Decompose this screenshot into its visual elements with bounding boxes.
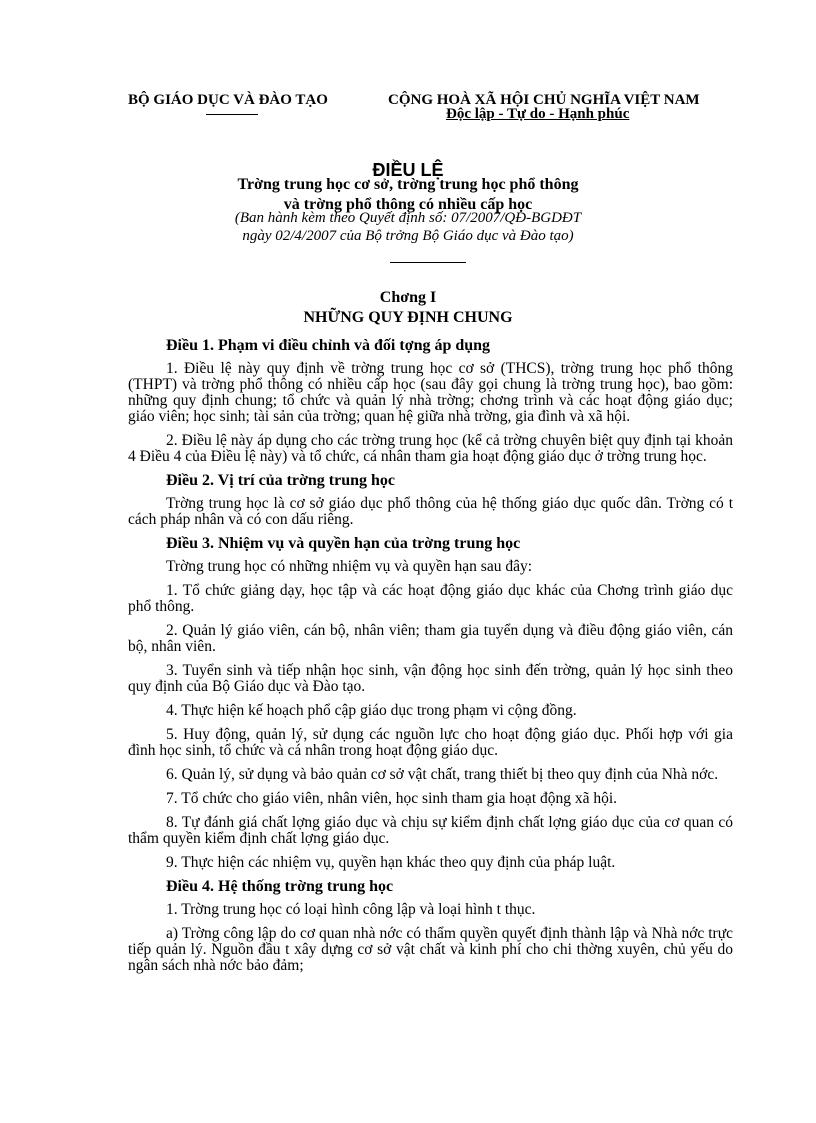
paragraph: 1. Tổ chức giảng dạy, học tập và các hoạt động giáo dục khác của Chơng trình giáo dục phổ thông. xyxy=(128,582,733,615)
ministry-name: BỘ GIÁO DỤC VÀ ĐÀO TẠO xyxy=(128,92,328,108)
national-motto: Độc lập - Tự do - Hạnh phúc xyxy=(446,106,630,122)
republic-header xyxy=(388,92,738,122)
ministry-underline xyxy=(206,114,258,115)
paragraph: 7. Tổ chức cho giáo viên, nhân viên, học sinh tham gia hoạt động xã hội. xyxy=(166,790,618,807)
paragraph: 4. Thực hiện kế hoạch phổ cập giáo dục trong phạm vi cộng đồng. xyxy=(166,702,577,719)
republic-name: CỘNG HOÀ XÃ HỘI CHỦ NGHĨA VIỆT NAM xyxy=(388,92,700,108)
title-line-2: và trờng phổ thông có nhiều cấp học xyxy=(283,196,533,213)
ministry-header xyxy=(128,92,358,109)
chapter-number: Chơng I xyxy=(379,289,437,306)
title-divider xyxy=(390,262,466,263)
paragraph: 3. Tuyển sinh và tiếp nhận học sinh, vận động học sinh đến trờng, quản lý học sinh theo quy định của Bộ Giáo dục và Đào tạo. xyxy=(128,662,733,695)
paragraph: a) Trờng công lập do cơ quan nhà nớc có thẩm quyền quyết định thành lập và Nhà nớc trực tiếp quản lý. Nguồn đầu t xây dựng cơ sở vật chất và kinh phí cho chi thờng xuyên, chủ yếu do ngân sách nhà nớc bảo đảm; xyxy=(128,925,733,974)
title-line-3: (Ban hành kèm theo Quyết định số: 07/2007/QĐ-BGDĐT xyxy=(234,210,582,226)
article-heading: Điều 2. Vị trí của trờng trung học xyxy=(166,472,395,489)
title-line-4: ngày 02/4/2007 của Bộ trởng Bộ Giáo dục và Đào tạo) xyxy=(242,228,574,244)
article-heading: Điều 1. Phạm vi điều chỉnh và đối tợng áp dụng xyxy=(166,337,491,354)
paragraph: Trờng trung học có những nhiệm vụ và quyền hạn sau đây: xyxy=(166,558,533,575)
paragraph: 8. Tự đánh giá chất lợng giáo dục và chịu sự kiểm định chất lợng giáo dục của cơ quan có thẩm quyền kiểm định chất lợng giáo dục. xyxy=(128,814,733,847)
paragraph: 5. Huy động, quản lý, sử dụng các nguồn lực cho hoạt động giáo dục. Phối hợp với gia đình học sinh, tổ chức và cá nhân trong hoạt động giáo dục. xyxy=(128,726,733,759)
paragraph: 2. Quản lý giáo viên, cán bộ, nhân viên; tham gia tuyển dụng và điều động giáo viên, cán bộ, nhân viên. xyxy=(128,622,733,655)
article-heading: Điều 3. Nhiệm vụ và quyền hạn của trờng trung học xyxy=(166,535,521,552)
paragraph: 1. Điều lệ này quy định về trờng trung học cơ sở (THCS), trờng trung học phổ thông (THPT) và trờng phổ thông có nhiều cấp học (sau đây gọi chung là trờng trung học), bao gồm: những quy định chung; tổ chức và quản lý nhà trờng; chơng trình và các hoạt động giáo dục; giáo viên; học sinh; tài sản của trờng; quan hệ giữa nhà trờng, gia đình và xã hội. xyxy=(128,360,733,425)
document-body xyxy=(128,338,733,982)
article-heading: Điều 4. Hệ thống trờng trung học xyxy=(166,878,394,895)
paragraph: 6. Quản lý, sử dụng và bảo quản cơ sở vật chất, trang thiết bị theo quy định của Nhà nớc. xyxy=(166,766,719,783)
document-title: ĐIỀU LỆ xyxy=(372,160,444,180)
paragraph: 1. Trờng trung học có loại hình công lập và loại hình t thục. xyxy=(166,901,536,918)
paragraph: Trờng trung học là cơ sở giáo dục phổ thông của hệ thống giáo dục quốc dân. Trờng có t cách pháp nhân và có con dấu riêng. xyxy=(128,495,733,528)
title-line-1: Trờng trung học cơ sở, trờng trung học phổ thông xyxy=(237,176,579,193)
paragraph: 2. Điều lệ này áp dụng cho các trờng trung học (kể cả trờng chuyên biệt quy định tại khoản 4 Điều 4 của Điều lệ này) và tổ chức, cá nhân tham gia hoạt động giáo dục ở trờng trung học. xyxy=(128,432,733,465)
chapter-name: NHỮNG QUY ĐỊNH CHUNG xyxy=(303,309,513,326)
paragraph: 9. Thực hiện các nhiệm vụ, quyền hạn khác theo quy định của pháp luật. xyxy=(166,854,616,871)
